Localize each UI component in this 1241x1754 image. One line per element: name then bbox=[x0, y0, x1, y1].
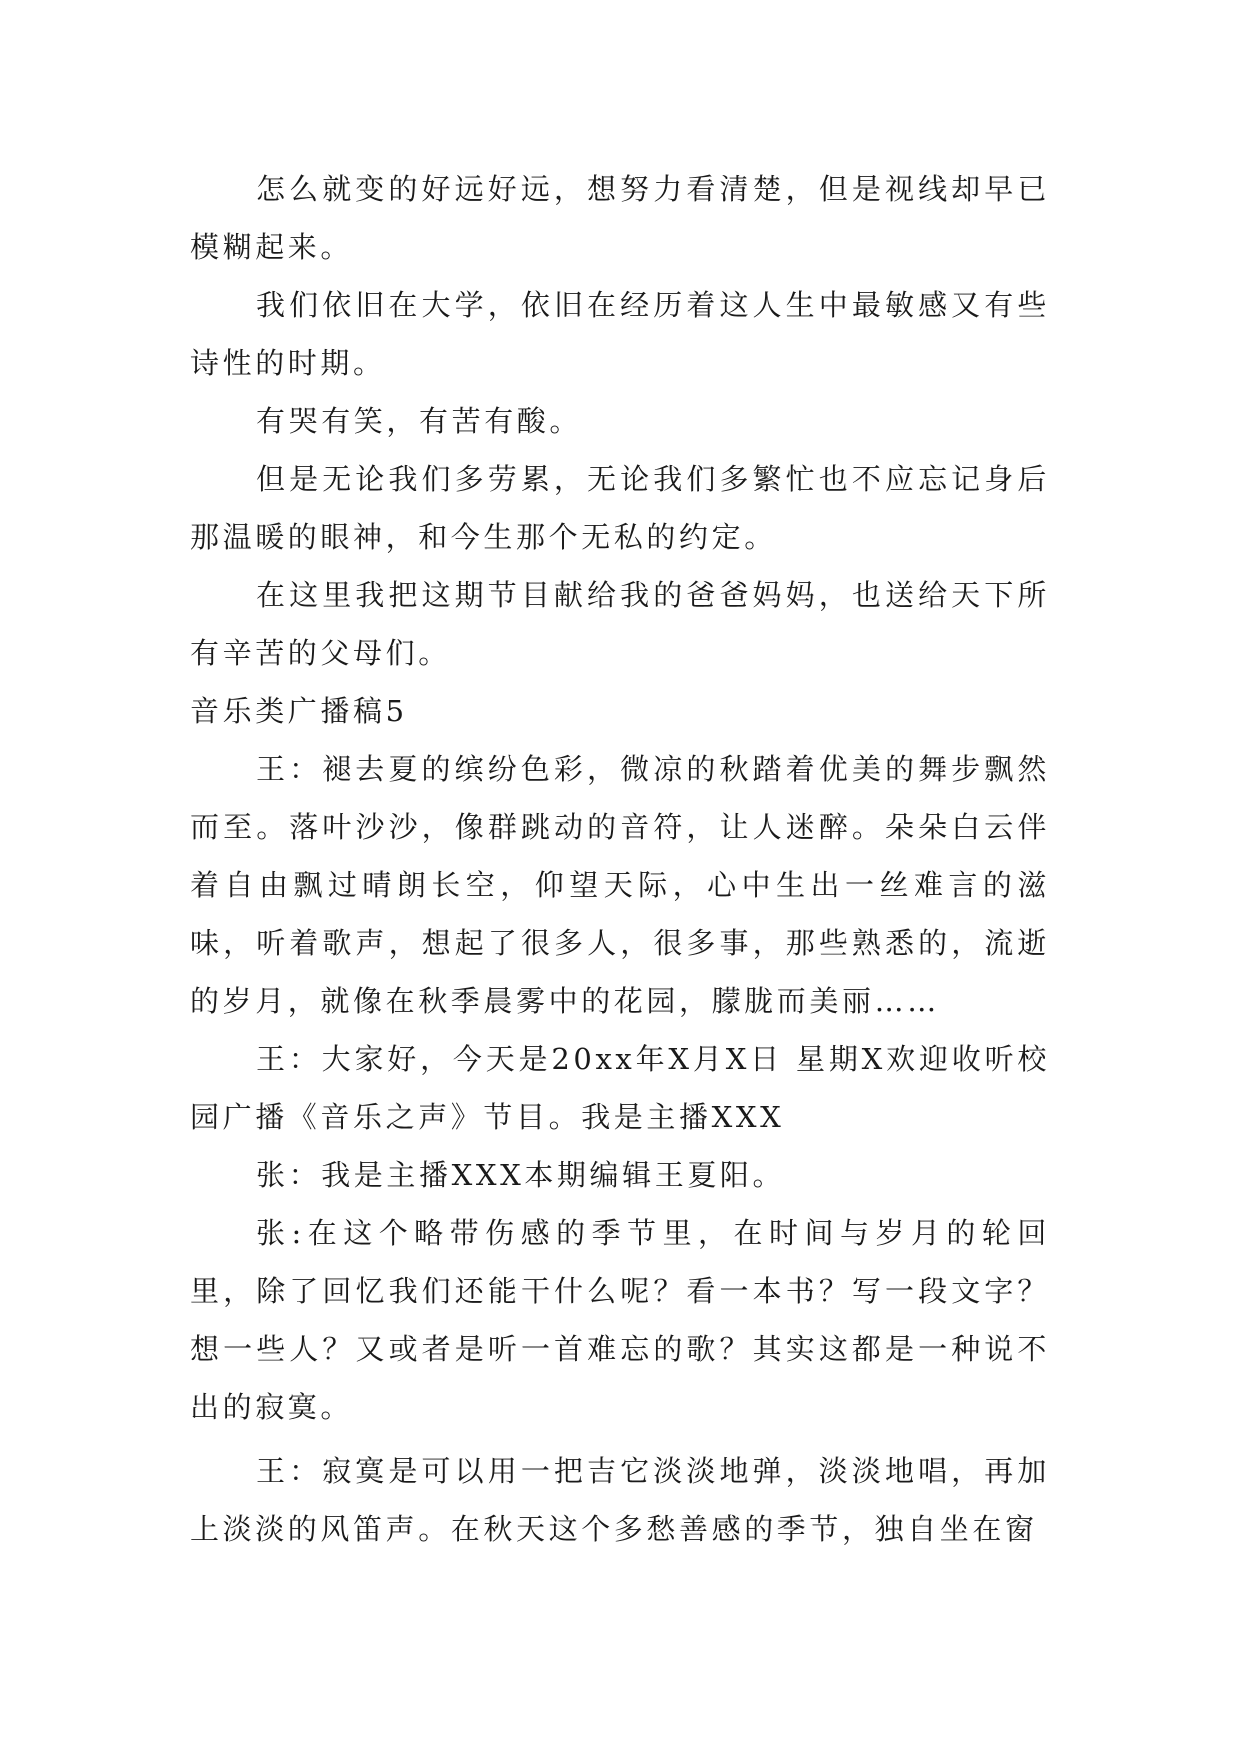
paragraph: 张：我是主播XXX本期编辑王夏阳。 bbox=[256, 1158, 786, 1192]
paragraph: 王：大家好，今天是20xx年X月X日 星期X欢迎收听校园广播《音乐之声》节目。我是主播XXX bbox=[190, 1042, 1050, 1134]
paragraph: 但是无论我们多劳累，无论我们多繁忙也不应忘记身后那温暖的眼神，和今生那个无私的约定。 bbox=[190, 462, 1050, 554]
document-body bbox=[190, 160, 1050, 1558]
paragraph: 王：褪去夏的缤纷色彩，微凉的秋踏着优美的舞步飘然而至。落叶沙沙，像群跳动的音符，让人迷醉。朵朵白云伴着自由飘过晴朗长空，仰望天际，心中生出一丝难言的滋味，听着歌声，想起了很多人，很多事，那些熟悉的，流逝的岁月，就像在秋季晨雾中的花园，朦胧而美丽…… bbox=[190, 752, 1050, 1018]
paragraph: 张:在这个略带伤感的季节里，在时间与岁月的轮回里，除了回忆我们还能干什么呢？看一本书？写一段文字？想一些人？又或者是听一首难忘的歌？其实这都是一种说不出的寂寞。 bbox=[190, 1216, 1050, 1424]
paragraph: 我们依旧在大学，依旧在经历着这人生中最敏感又有些诗性的时期。 bbox=[190, 288, 1050, 380]
paragraph: 在这里我把这期节目献给我的爸爸妈妈，也送给天下所有辛苦的父母们。 bbox=[190, 578, 1050, 670]
section-heading: 音乐类广播稿5 bbox=[190, 694, 408, 728]
paragraph: 有哭有笑，有苦有酸。 bbox=[256, 404, 583, 438]
paragraph: 怎么就变的好远好远，想努力看清楚，但是视线却早已模糊起来。 bbox=[190, 172, 1050, 264]
paragraph: 王：寂寞是可以用一把吉它淡淡地弹，淡淡地唱，再加上淡淡的风笛声。在秋天这个多愁善感的季节，独自坐在窗 bbox=[190, 1454, 1050, 1546]
